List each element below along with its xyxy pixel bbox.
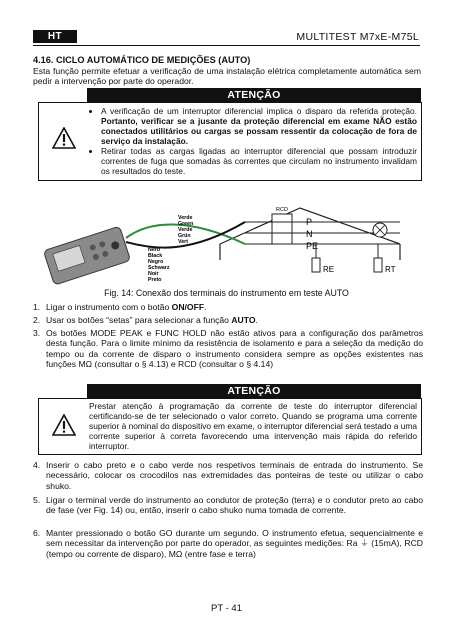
label-rt: RT <box>385 265 396 274</box>
green-label: Verde <box>178 215 193 221</box>
warning-icon <box>52 414 76 436</box>
ht-logo: HT <box>33 30 77 43</box>
black-label: Nero <box>148 247 161 253</box>
step-item <box>33 528 423 559</box>
rcd-label: RCD <box>276 207 288 213</box>
step-item <box>33 328 423 370</box>
step-text: Inserir o cabo preto e o cabo verde nos respetivos terminais de entrada do instrumento. Se necessário, colocar os crocodilos nas extremidades das ponteiras de teste ou utilizar o cabo shuko. <box>46 460 423 491</box>
green-label: Verde <box>178 227 193 233</box>
step-item <box>33 302 423 312</box>
warning-bullet-bold: Portanto, verificar se a jusante da proteção diferencial em exame NÃO estão conectados utilitários ou cargas se possam ressentir da colocação de fora de serviço da instalação. <box>101 116 417 146</box>
rt-resistor <box>374 258 382 272</box>
warning-heading: ATENÇÃO <box>87 88 421 102</box>
warning-text <box>89 106 417 176</box>
warning-box <box>38 398 422 455</box>
multitest-instrument <box>43 226 130 285</box>
label-re: RE <box>323 265 335 274</box>
black-label: Preto <box>148 277 162 283</box>
step-keyword: ON/OFF <box>171 302 205 312</box>
black-label: Negro <box>148 259 164 265</box>
step-text-end: . <box>204 302 207 312</box>
green-label: Vert <box>178 239 189 245</box>
warning-box <box>38 102 422 181</box>
step-number: 1. <box>33 302 41 312</box>
black-label: Noir <box>148 271 159 277</box>
page-number: PT - 41 <box>211 603 242 614</box>
label-pe: PE <box>306 241 319 251</box>
label-n: N <box>306 229 313 239</box>
step-number: 6. <box>33 528 41 538</box>
label-p: P <box>306 217 313 227</box>
section-intro: Esta função permite efetuar a verificação de uma instalação elétrica completamente automática sem pedir a intervenção por parte do operador. <box>33 66 421 87</box>
warning-text: Prestar atenção à programação da corrente de teste do interruptor diferencial certificando-se de ter selecionado o valor correto. Quando se programa uma corrente superior à nominal do dispositivo em exame, o interruptor diferencial será testado a uma corrente superior à correta favorecendo uma intervenção mais rápida do referido interruptor. <box>89 401 417 451</box>
warning-bullet <box>101 106 417 146</box>
section-title: 4.16. CICLO AUTOMÁTICO DE MEDIÇÕES (AUTO) <box>33 55 251 65</box>
step-text: Ligar o instrumento com o botão <box>46 302 172 312</box>
warning-heading: ATENÇÃO <box>87 384 421 398</box>
step-number: 3. <box>33 328 41 338</box>
header-title: MULTITEST M7xE-M75L <box>296 31 419 43</box>
step-number: 2. <box>33 315 41 325</box>
warning-bullet <box>101 146 417 176</box>
black-label: Black <box>148 253 163 259</box>
connection-diagram <box>40 200 420 302</box>
step-number: 5. <box>33 495 41 505</box>
warning-bullet-text: A verificação de um interruptor diferencial implica o disparo da referida proteção. <box>101 106 417 116</box>
step-number: 4. <box>33 460 41 470</box>
step-text: Ligar o terminal verde do instrumento ao condutor de proteção (terra) e o condutor preto ao cabo de fase (ver Fig. 14) ou, então, inserir o cabo shuko numa tomada de corrente. <box>46 495 423 516</box>
green-label: Grün <box>178 233 191 239</box>
header-rule <box>33 45 420 46</box>
step-text: Manter pressionado o botão GO durante um segundo. O instrumento efetua, sequencialmente e sem necessitar da intervenção por parte do operador, as seguintes medições: Ra ⏚ (15mA), RCD (tempo ou corrente de disparo), MΩ (entre fase e terra) <box>46 528 423 559</box>
re-resistor <box>312 258 320 272</box>
step-text-end: . <box>255 315 258 325</box>
step-item <box>33 315 423 325</box>
step-text: Usar os botões “setas” para selecionar a função <box>46 315 232 325</box>
step-keyword: AUTO <box>231 315 256 325</box>
warning-bullet-text: Retirar todas as cargas ligadas ao interruptor diferencial que possam introduzir correntes de fuga que somadas às correntes que circulam no instrumento invalidam os resultados do teste. <box>101 146 417 176</box>
black-label: Schwarz <box>148 265 170 271</box>
step-item <box>33 460 423 491</box>
step-item <box>33 495 423 516</box>
green-label: Green <box>178 221 194 227</box>
figure-caption: Fig. 14: Conexão dos terminais do instrumento em teste AUTO <box>104 288 349 298</box>
step-text: Os botões MODE PEAK e FUNC HOLD não estão ativos para a configuração dos parâmetros desta função. Para o limite mínimo da resistência de isolamento e para a seleção da medição do tempo ou da corrente de disparo o instrumento considera sempre as opções existentes nas funções MΩ (consultar o § 4.13) e RCD (consultar o § 4.14) <box>46 328 423 370</box>
warning-icon <box>52 127 76 149</box>
rcd-device <box>272 214 292 244</box>
